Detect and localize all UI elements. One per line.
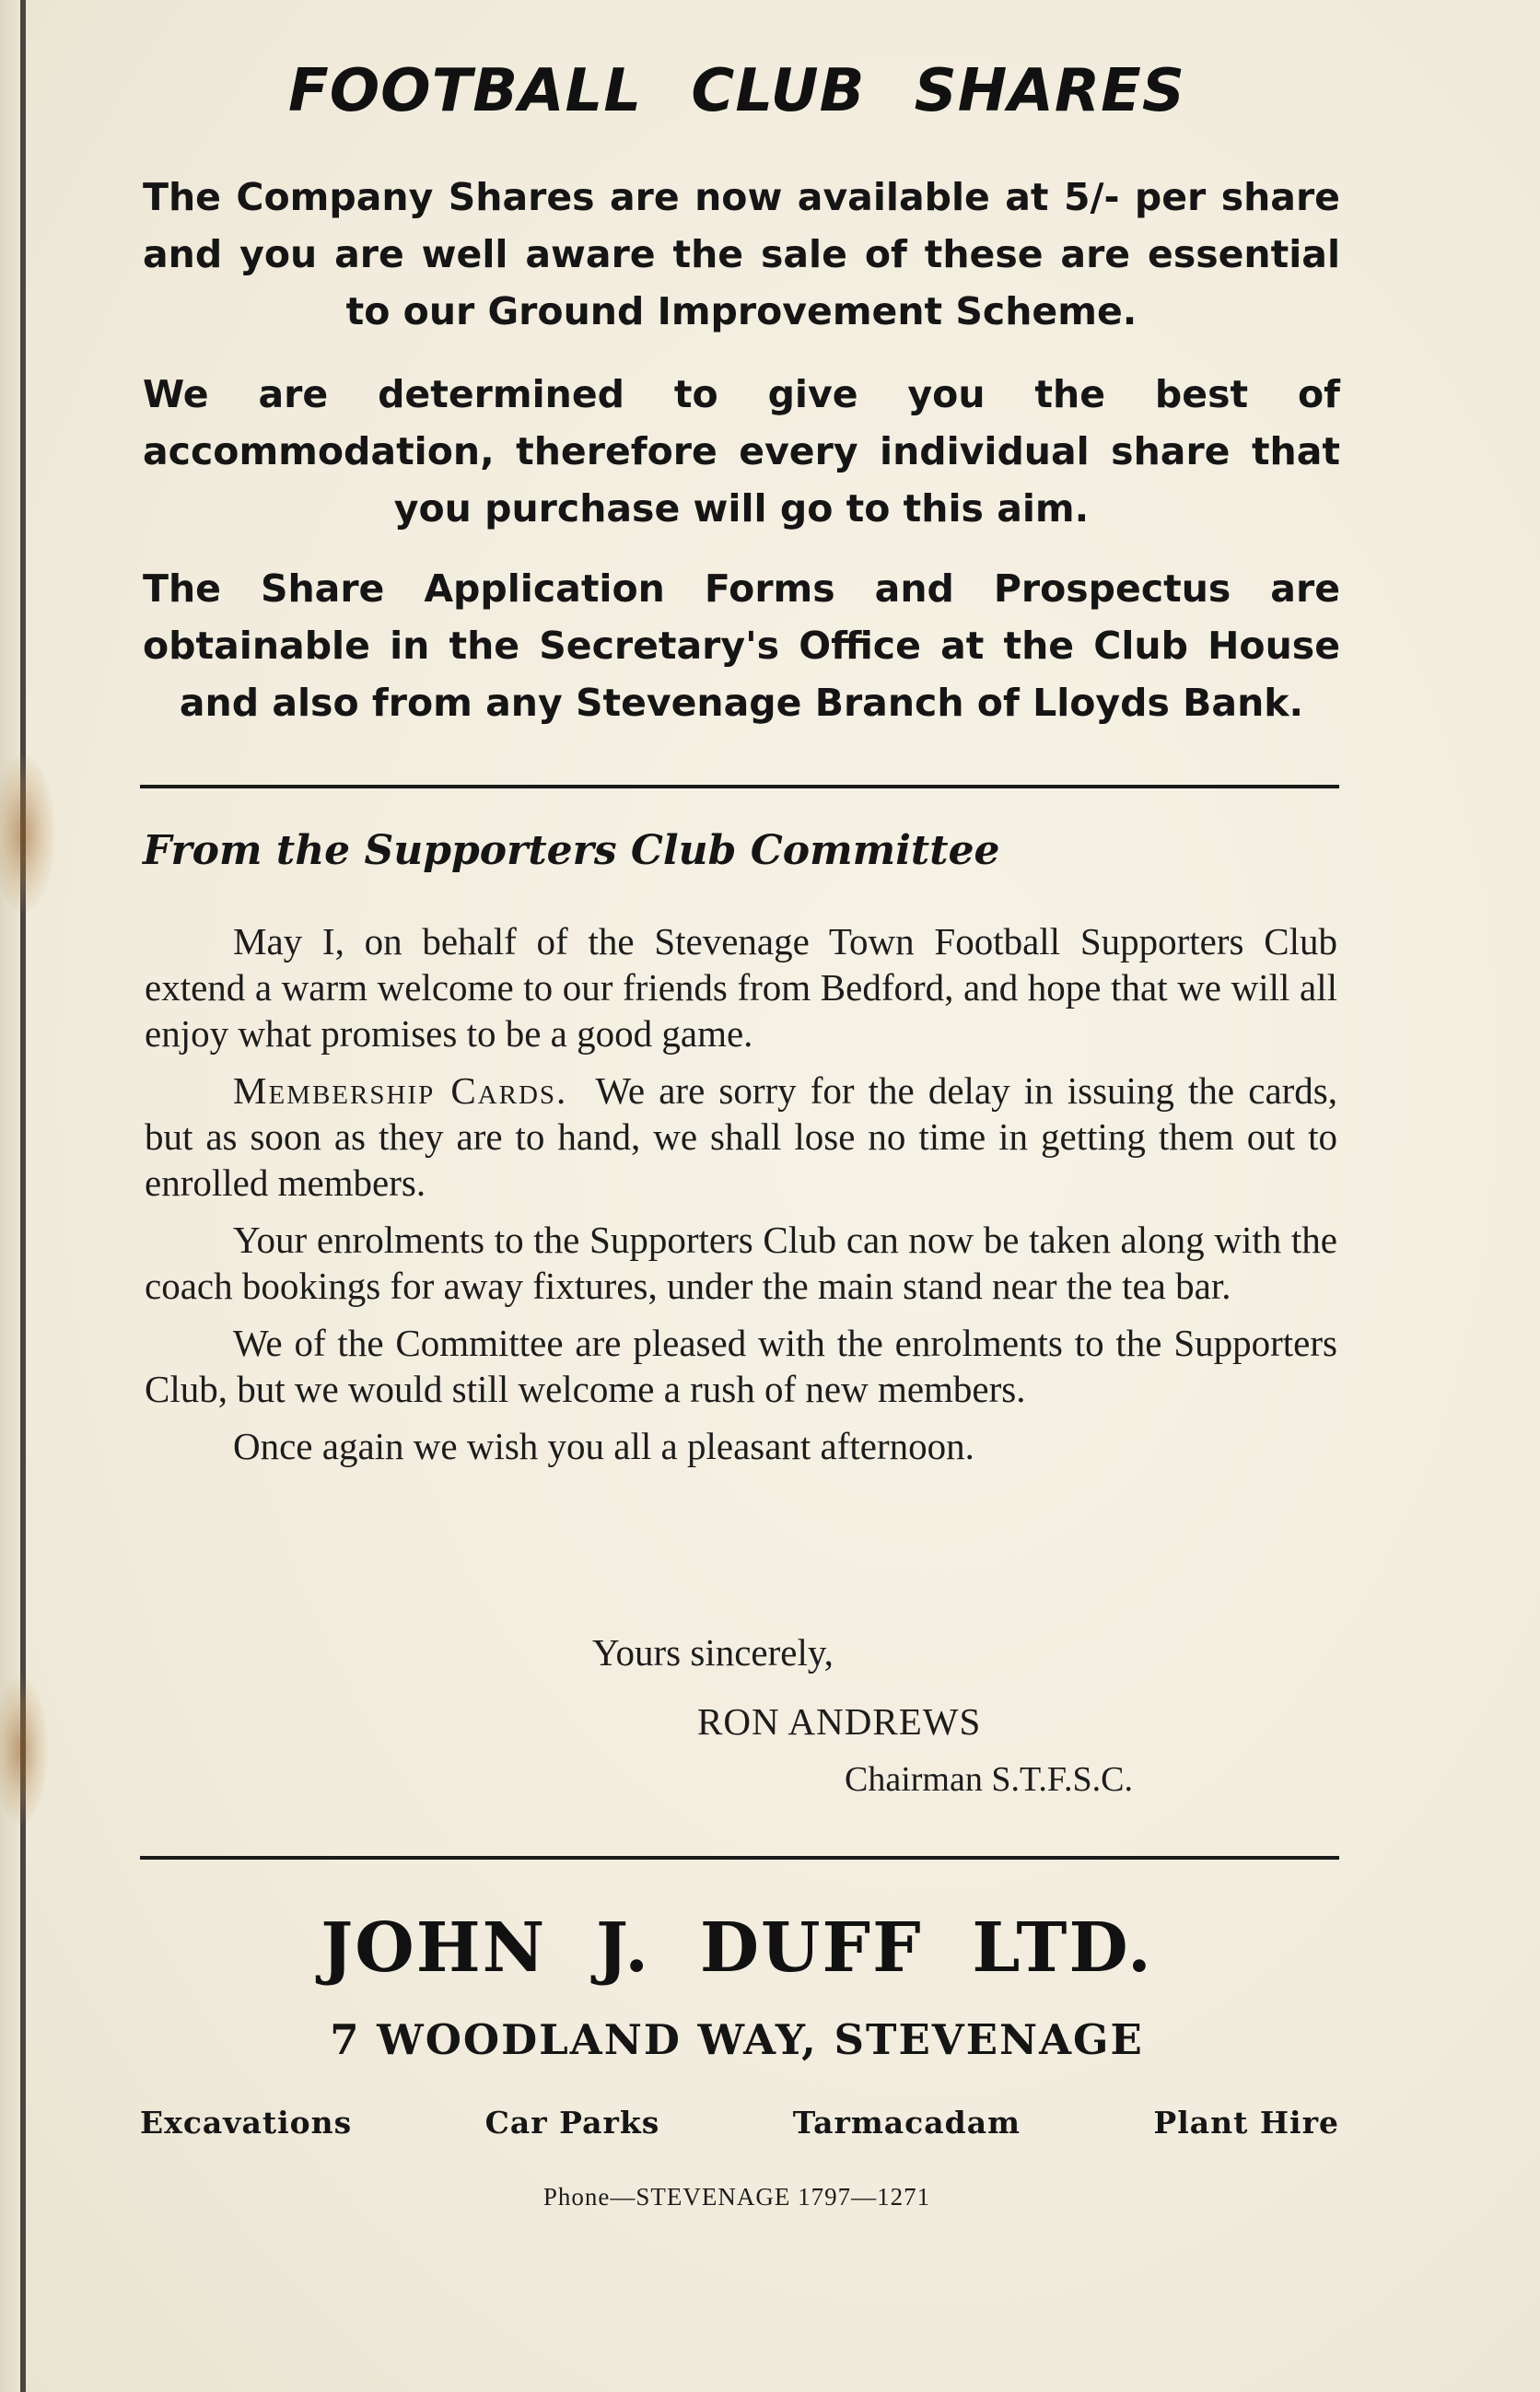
supporters-heading: From the Supporters Club Committee bbox=[143, 827, 1000, 874]
service-tarmacadam: Tarmacadam bbox=[792, 2105, 1021, 2141]
signatory-title: Chairman S.T.F.S.C. bbox=[845, 1760, 1133, 1799]
advert-phone: Phone—STEVENAGE 1797—1271 bbox=[542, 2183, 931, 2211]
binding-shadow bbox=[0, 0, 20, 2392]
shares-paragraph-1: The Company Shares are now available at 5/- per share and you are well aware the sale of these are essential to our Ground Improvement Scheme. bbox=[143, 175, 1340, 333]
letter-closing: Yours sincerely, bbox=[592, 1631, 834, 1674]
letter-paragraph-5: Once again we wish you all a pleasant afternoon. bbox=[233, 1425, 974, 1467]
rust-stain-lower bbox=[0, 1676, 48, 1824]
shares-title: FOOTBALL CLUB SHARES bbox=[288, 57, 1185, 125]
letter-paragraph-4: We of the Committee are pleased with the enrolments to the Supporters Club, but we would still welcome a rush of new members. bbox=[145, 1322, 1337, 1410]
shares-paragraph-2: We are determined to give you the best of accommodation, therefore every individual share that you purchase will go to this aim. bbox=[143, 372, 1340, 531]
rust-stain-upper bbox=[0, 755, 55, 912]
service-car-parks: Car Parks bbox=[484, 2105, 660, 2141]
service-plant-hire: Plant Hire bbox=[1153, 2105, 1339, 2141]
page-binding bbox=[20, 0, 26, 2392]
membership-cards-lead: Membership Cards. bbox=[233, 1069, 568, 1112]
shares-paragraph-3: The Share Application Forms and Prospectus are obtainable in the Secretary's Office at the Club House and also from any Stevenage Branch of Lloyds Bank. bbox=[143, 566, 1340, 725]
letter-signature: RON ANDREWS bbox=[697, 1700, 982, 1743]
letter-paragraph-3: Your enrolments to the Supporters Club can now be taken along with the coach bookings for away fixtures, under the main stand near the tea bar. bbox=[145, 1219, 1337, 1307]
service-excavations: Excavations bbox=[140, 2105, 353, 2141]
advert-address: 7 WOODLAND WAY, STEVENAGE bbox=[330, 2015, 1144, 2064]
advert-company-name: JOHN J. DUFF LTD. bbox=[321, 1908, 1153, 1988]
letter-paragraph-2 bbox=[145, 1068, 1337, 1206]
membership-cards-text: We are sorry for the delay in issuing the cards, but as soon as they are to hand, we shall lose no time in getting them out to enrolled members. bbox=[145, 1069, 1337, 1204]
letter-paragraph-1: May I, on behalf of the Stevenage Town Football Supporters Club extend a warm welcome to our friends from Bedford, and hope that we will all enjoy what promises to be a good game. bbox=[145, 920, 1337, 1055]
section-divider-top bbox=[140, 785, 1339, 788]
section-divider-bottom bbox=[140, 1856, 1339, 1860]
letter-body bbox=[145, 918, 1337, 1469]
advert-services bbox=[140, 2105, 1339, 2141]
